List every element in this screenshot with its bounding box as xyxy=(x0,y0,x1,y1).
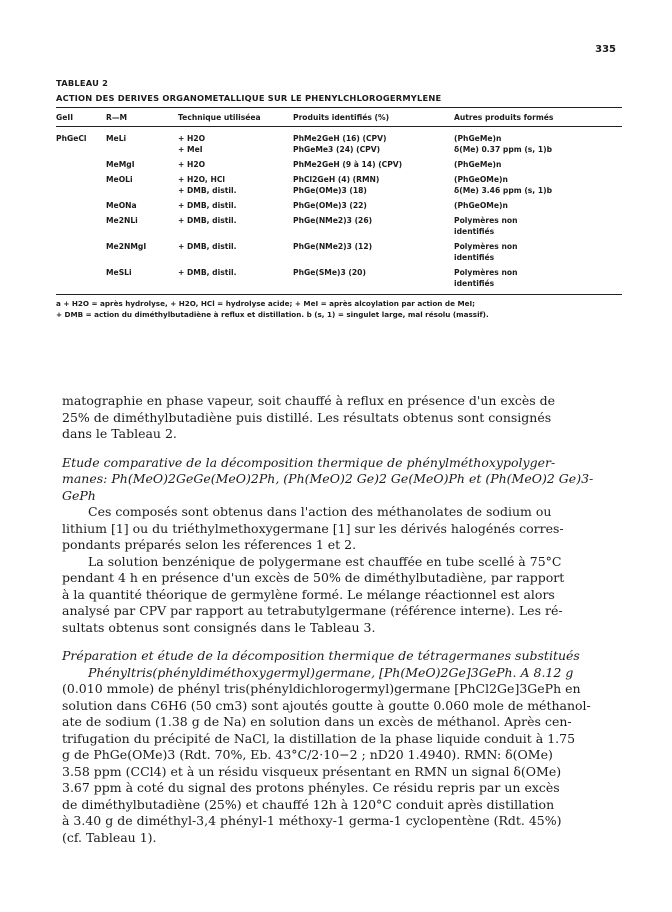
column-header: Produits identifiés (%) xyxy=(293,108,454,127)
text-line: 25% de diméthylbutadiène puis distillé. Les résultats obtenus sont consignés xyxy=(62,409,552,425)
text-line: dans le Tableau 2. xyxy=(62,426,177,441)
table-cell xyxy=(56,196,106,211)
table-cell xyxy=(293,170,454,196)
cell-line: Polymères non identifiés xyxy=(454,216,518,236)
table-cell xyxy=(56,155,106,170)
section-heading xyxy=(62,648,622,665)
table-cell xyxy=(454,263,622,295)
table-cell xyxy=(178,196,293,211)
page-number: 335 xyxy=(595,44,616,55)
cell-line: (PhGeOMe)n xyxy=(454,201,508,210)
table-cell xyxy=(454,196,622,211)
cell-line: PhGe(OMe)3 (22) xyxy=(293,201,367,210)
table-row xyxy=(56,196,622,211)
section-heading xyxy=(62,455,622,505)
text-line: lithium [1] ou du triéthylmethoxygermane [1] sur les dérivés halogénés corres- xyxy=(62,520,564,536)
table-cell xyxy=(454,127,622,156)
table-row xyxy=(56,237,622,263)
text-line: à 3.40 g de diméthyl-3,4 phényl-1 méthoxy-1 germa-1 cyclopentène (Rdt. 45%) xyxy=(62,813,562,828)
cell-line: PhGe(NMe2)3 (12) xyxy=(293,242,373,251)
table-header-row xyxy=(56,108,622,127)
table-title: ACTION DES DERIVES ORGANOMETALLIQUE SUR LE PHENYLCHLOROGERMYLENE xyxy=(56,93,442,103)
paragraph xyxy=(62,393,622,443)
table-cell xyxy=(178,127,293,156)
cell-line: PhGe(SMe)3 (20) xyxy=(293,268,366,277)
cell-line: (PhGeOMe)n xyxy=(454,175,508,184)
paragraph xyxy=(62,504,622,554)
table-cell xyxy=(293,196,454,211)
table-label: TABLEAU 2 xyxy=(56,78,109,88)
cell-line: + H2O xyxy=(178,160,206,169)
text-line: (0.010 mmole) de phényl tris(phényldichlorogermyl)germane [PhCl2Ge]3GePh en xyxy=(62,681,581,696)
text-line: de diméthylbutadiène (25%) et chauffé 12h à 120°C conduit après distillation xyxy=(62,796,555,812)
table-row xyxy=(56,127,622,156)
text-line: trifugation du précipité de NaCl, la distillation de la phase liquide conduit à 1.75 xyxy=(62,730,576,746)
cell-line: (PhGeMe)n xyxy=(454,134,502,143)
text-line: ate de sodium (1.38 g de Na) en solution dans un excès de méthanol. Après cen- xyxy=(62,714,572,729)
cell-line: + DMB, distil. xyxy=(178,242,237,251)
cell-line: + DMB, distil. xyxy=(178,268,237,277)
table-row xyxy=(56,263,622,295)
cell-line: + H2O xyxy=(178,134,206,143)
cell-line: Polymères non identifiés xyxy=(454,242,518,262)
table-cell xyxy=(56,170,106,196)
text-line: Préparation et étude de la décomposition thermique de tétragermanes substitués xyxy=(62,648,580,663)
text-line: manes: Ph(MeO)2GeGe(MeO)2Ph, (Ph(MeO)2 Ge)2 Ge(MeO)Ph et (Ph(MeO)2 Ge)3- xyxy=(62,471,594,486)
text-line: pondants préparés selon les réferences 1 et 2. xyxy=(62,537,357,552)
cell-line: PhGe(NMe2)3 (26) xyxy=(293,216,373,225)
table-cell: MeLi xyxy=(106,134,127,143)
cell-line: + DMB, distil. xyxy=(178,216,237,225)
table-cell: MeOLi xyxy=(106,175,133,184)
text-line: pendant 4 h en présence d'un excès de 50% de diméthylbutadiène, par rapport xyxy=(62,570,565,585)
text-line: Etude comparative de la décomposition thermique de phénylméthoxypolyger- xyxy=(62,454,556,470)
table-cell xyxy=(293,237,454,263)
table-cell xyxy=(178,237,293,263)
cell-line: δ(Me) 3.46 ppm (s, 1)b xyxy=(454,186,553,195)
table-cell xyxy=(178,155,293,170)
table-cell xyxy=(56,211,106,237)
body-text xyxy=(62,393,622,846)
table-cell xyxy=(454,170,622,196)
table-cell xyxy=(454,211,622,237)
table-cell: PhGeCl xyxy=(56,134,87,143)
table-cell xyxy=(293,263,454,295)
table-cell xyxy=(178,263,293,295)
text-line: Phényltris(phényldiméthoxygermyl)germane, [Ph(MeO)2Ge]3GePh. A 8.12 g xyxy=(88,664,574,680)
column-header: Autres produits formés xyxy=(454,108,622,127)
table-cell: MeSLi xyxy=(106,268,132,277)
text-line: GePh xyxy=(62,487,96,503)
table-2 xyxy=(56,76,622,320)
cell-line: PhMe2GeH (9 à 14) (CPV) xyxy=(293,160,403,169)
text-line: g de PhGe(OMe)3 (Rdt. 70%, Eb. 43°C/2·10−2 ; nD20 1.4940). RMN: δ(OMe) xyxy=(62,747,553,762)
cell-line: + DMB, distil. xyxy=(178,201,237,210)
text-line: 3.58 ppm (CCl4) et à un résidu visqueux présentant en RMN un signal δ(OMe) xyxy=(62,763,562,779)
table-cell xyxy=(454,237,622,263)
table-cell xyxy=(178,211,293,237)
text-line: analysé par CPV par rapport au tetrabutylgermane (référence interne). Les ré- xyxy=(62,603,563,618)
table-cell xyxy=(293,211,454,237)
text-line: (cf. Tableau 1). xyxy=(62,829,157,845)
text-line: La solution benzénique de polygermane est chauffée en tube scellé à 75°C xyxy=(88,553,562,569)
table-footnote xyxy=(56,298,622,320)
table-row xyxy=(56,211,622,237)
table-cell xyxy=(56,263,106,295)
table-cell xyxy=(293,127,454,156)
text-line: solution dans C6H6 (50 cm3) sont ajoutés goutte à goutte 0.060 mole de méthanol- xyxy=(62,697,591,713)
text-line: à la quantité théorique de germylène formé. Le mélange réactionnel est alors xyxy=(62,586,555,602)
footnote-line: a + H2O = après hydrolyse, + H2O, HCl = hydrolyse acide; + MeI = après alcoylation par action de MeI; xyxy=(56,299,476,308)
table-cell: Me2NLi xyxy=(106,216,138,225)
column-header: R—M xyxy=(106,108,178,127)
data-table xyxy=(56,107,622,295)
table-cell: MeMgI xyxy=(106,160,135,169)
table-cell xyxy=(56,237,106,263)
cell-line: PhCl2GeH (4) (RMN) xyxy=(293,175,380,184)
cell-line: + DMB, distil. xyxy=(178,186,237,195)
footnote-line: + DMB = action du diméthylbutadiène à reflux et distillation. b (s, 1) = singulet large, mal résolu (massif). xyxy=(56,310,489,319)
paragraph xyxy=(62,665,622,847)
text-line: Ces composés sont obtenus dans l'action des méthanolates de sodium ou xyxy=(88,504,552,519)
column-header: Technique utiliséea xyxy=(178,108,293,127)
table-cell: Me2NMgI xyxy=(106,242,147,251)
table-row xyxy=(56,170,622,196)
cell-line: PhMe2GeH (16) (CPV) xyxy=(293,134,387,143)
table-cell: MeONa xyxy=(106,201,137,210)
table-cell xyxy=(293,155,454,170)
paragraph xyxy=(62,554,622,637)
table-cell xyxy=(454,155,622,170)
text-line: matographie en phase vapeur, soit chauffé à reflux en présence d'un excès de xyxy=(62,393,556,408)
cell-line: PhGeMe3 (24) (CPV) xyxy=(293,145,381,154)
text-line: sultats obtenus sont consignés dans le Tableau 3. xyxy=(62,619,376,635)
cell-line: + MeI xyxy=(178,145,203,154)
cell-line: (PhGeMe)n xyxy=(454,160,502,169)
cell-line: PhGe(OMe)3 (18) xyxy=(293,186,367,195)
cell-line: Polymères non identifiés xyxy=(454,268,518,288)
column-header: GeII xyxy=(56,108,106,127)
cell-line: + H2O, HCl xyxy=(178,175,225,184)
text-line: 3.67 ppm à coté du signal des protons phényles. Ce résidu repris par un excès xyxy=(62,780,560,795)
table-cell xyxy=(178,170,293,196)
cell-line: δ(Me) 0.37 ppm (s, 1)b xyxy=(454,145,553,154)
table-row xyxy=(56,155,622,170)
